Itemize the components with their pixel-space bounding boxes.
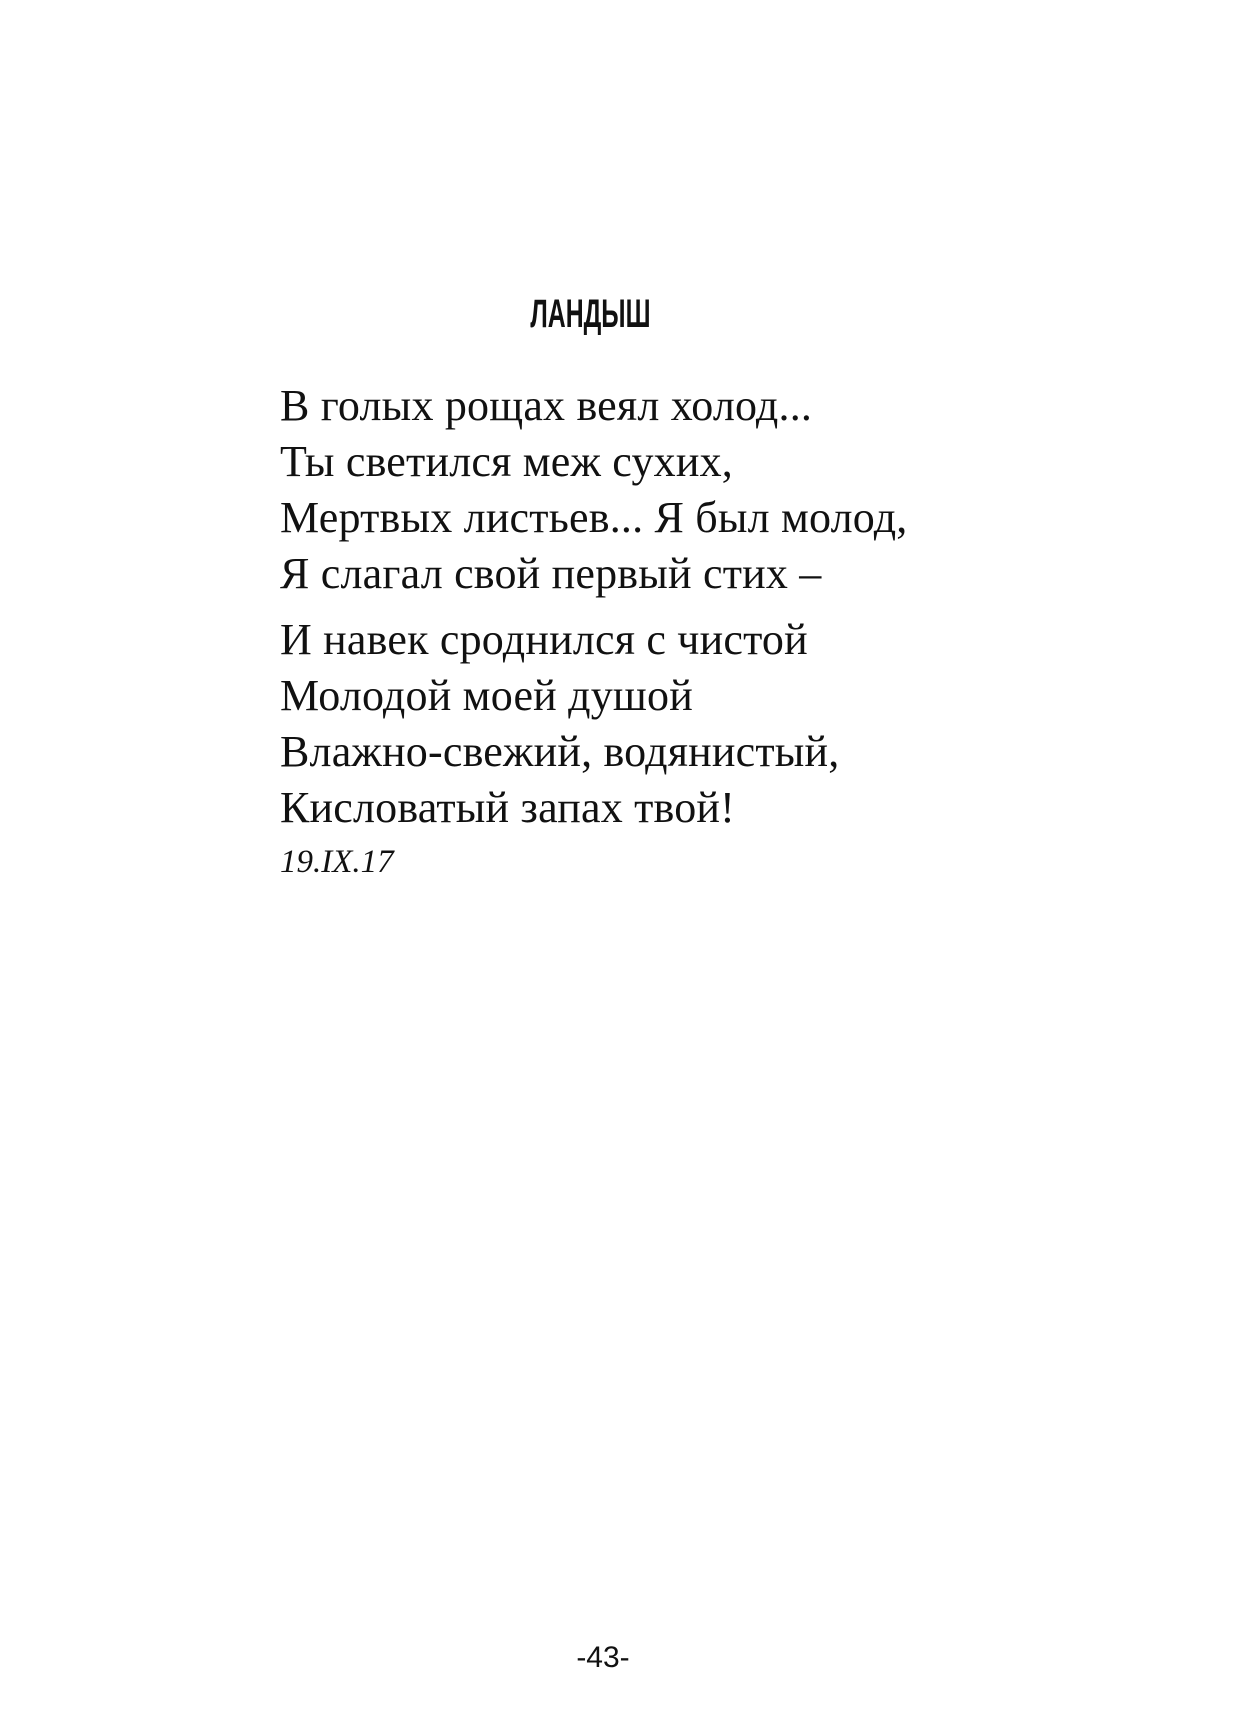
poem-date: 19.IX.17 xyxy=(280,844,394,880)
stanza-2 xyxy=(280,612,980,836)
page-number: -43- xyxy=(576,1641,630,1674)
poem-line: В голых рощах веял холод... xyxy=(280,381,813,430)
poem-line: Влажно-свежий, водянистый, xyxy=(280,727,840,776)
poem-title: ЛАНДЫШ xyxy=(530,292,651,336)
poem-line: И навек сроднился с чистой xyxy=(280,615,808,664)
poem-line: Я слагал свой первый стих – xyxy=(280,549,822,598)
poem-line: Кисловатый запах твой! xyxy=(280,783,736,832)
stanza-1 xyxy=(280,378,980,602)
poem-line: Молодой моей душой xyxy=(280,671,693,720)
poem-line: Мертвых листьев... Я был молод, xyxy=(280,493,908,542)
poem-line: Ты светился меж сухих, xyxy=(280,437,733,486)
